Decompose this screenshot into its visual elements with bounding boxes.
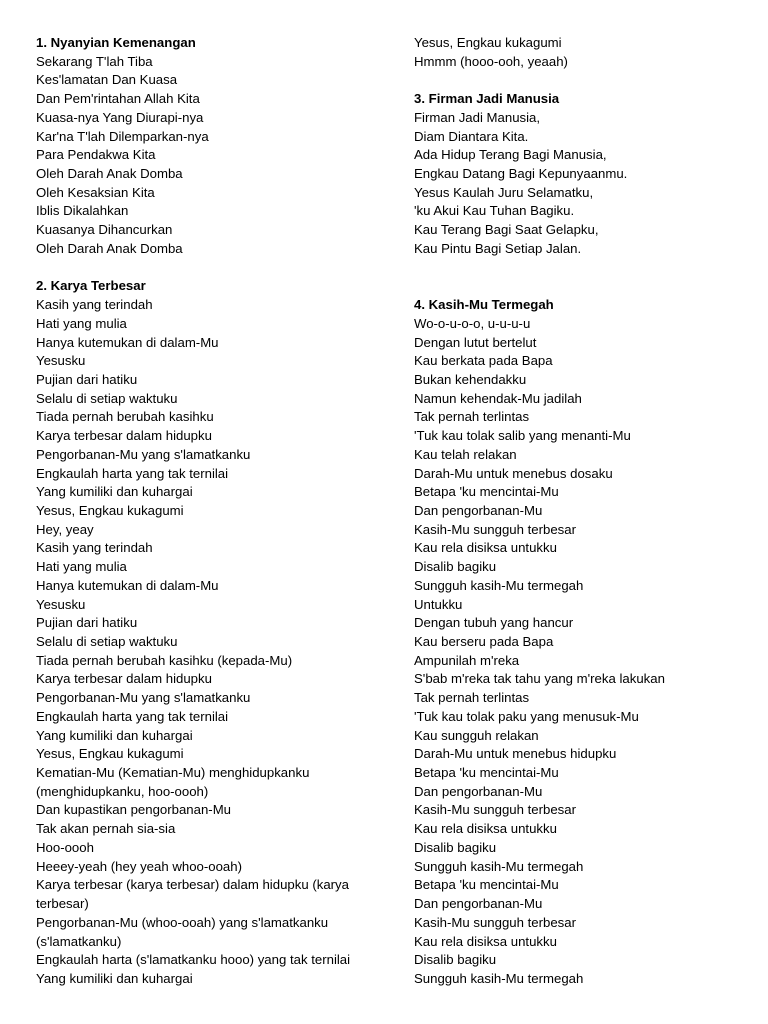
song-spacer xyxy=(414,71,754,90)
lyric-line: Kau rela disiksa untukku xyxy=(414,933,557,949)
lyric-line: Sekarang T'lah Tiba xyxy=(36,53,153,69)
lyric-line: Karya terbesar dalam hidupku xyxy=(36,428,212,444)
lyric-line: Yesus, Engkau kukagumi xyxy=(414,35,562,50)
lyric-line: Engkau Datang Bagi Kepunyaanmu. xyxy=(414,166,628,182)
lyric-line: Kau Terang Bagi Saat Gelapku, xyxy=(414,222,599,238)
lyric-line: Para Pendakwa Kita xyxy=(36,147,156,163)
lyric-line: Hanya kutemukan di dalam-Mu xyxy=(36,577,219,593)
lyric-line: Kasih-Mu sungguh terbesar xyxy=(414,914,577,930)
lyric-line: Hey, yeay xyxy=(36,521,94,537)
lyric-line: Kematian-Mu (Kematian-Mu) menghidupkanku (menghidupkanku, hoo-oooh) xyxy=(36,765,310,799)
lyric-line: Tak akan pernah sia-sia xyxy=(36,821,176,837)
lyric-line: 'ku Akui Kau Tuhan Bagiku. xyxy=(414,203,575,219)
lyric-line: Yang kumiliki dan kuhargai xyxy=(36,970,193,986)
lyric-line: Kau rela disiksa untukku xyxy=(414,821,557,837)
lyric-line: Wo-o-u-o-o, u-u-u-u xyxy=(414,315,531,331)
lyric-line: Firman Jadi Manusia, xyxy=(414,109,541,125)
lyric-line: Kes'lamatan Dan Kuasa xyxy=(36,72,178,88)
lyric-line: Ada Hidup Terang Bagi Manusia, xyxy=(414,147,607,163)
lyric-line: Pengorbanan-Mu (whoo-ooah) yang s'lamatkanku (s'lamatkanku) xyxy=(36,914,329,949)
lyric-line: Oleh Darah Anak Domba xyxy=(36,166,183,182)
left-column xyxy=(36,34,396,989)
right-column xyxy=(414,34,754,989)
lyric-line: Darah-Mu untuk menebus hidupku xyxy=(414,746,617,762)
lyric-line: Heeey-yeah (hey yeah whoo-ooah) xyxy=(36,858,242,874)
song-title: 3. Firman Jadi Manusia xyxy=(414,91,560,107)
lyric-line: Yesus, Engkau kukagumi xyxy=(36,502,184,518)
lyric-line: Dan pengorbanan-Mu xyxy=(414,502,543,518)
lyric-line: Yesus Kaulah Juru Selamatku, xyxy=(414,184,594,200)
lyric-line: Kau telah relakan xyxy=(414,446,517,462)
lyric-line: Tak pernah terlintas xyxy=(414,409,530,425)
lyric-line: Pengorbanan-Mu yang s'lamatkanku xyxy=(36,690,251,706)
lyric-line: 'Tuk kau tolak paku yang menusuk-Mu xyxy=(414,708,639,724)
lyric-line: Tiada pernah berubah kasihku xyxy=(36,409,214,425)
lyric-line: Selalu di setiap waktuku xyxy=(36,390,178,406)
lyric-line: Dan kupastikan pengorbanan-Mu xyxy=(36,802,232,818)
lyric-line: Karya terbesar (karya terbesar) dalam hidupku (karya terbesar) xyxy=(36,877,349,912)
lyric-line: Disalib bagiku xyxy=(414,952,497,968)
lyric-line: Engkaulah harta yang tak ternilai xyxy=(36,465,229,481)
lyric-line: Hoo-oooh xyxy=(36,839,94,855)
lyric-line: Namun kehendak-Mu jadilah xyxy=(414,390,582,406)
lyric-line: Betapa 'ku mencintai-Mu xyxy=(414,765,559,781)
song-title: 4. Kasih-Mu Termegah xyxy=(414,297,554,313)
lyric-line: Kuasanya Dihancurkan xyxy=(36,222,173,238)
lyric-line: Hmmm (hooo-ooh, yeaah) xyxy=(414,53,568,69)
lyric-line: Selalu di setiap waktuku xyxy=(36,634,178,649)
lyric-line: Kasih yang terindah xyxy=(36,297,153,313)
lyric-line: Sungguh kasih-Mu termegah xyxy=(414,577,584,593)
lyric-line: Pengorbanan-Mu yang s'lamatkanku xyxy=(36,446,251,462)
lyric-line: Yesusku xyxy=(36,596,86,612)
lyric-line: Hanya kutemukan di dalam-Mu xyxy=(36,334,219,350)
lyric-line: Untukku xyxy=(414,596,463,612)
song-spacer xyxy=(414,259,754,296)
lyric-line: Kau berkata pada Bapa xyxy=(414,353,553,369)
lyric-line: Kau rela disiksa untukku xyxy=(414,540,557,556)
lyric-line: Oleh Darah Anak Domba xyxy=(36,240,183,256)
song-4 xyxy=(414,296,754,989)
lyric-line: Dan pengorbanan-Mu xyxy=(414,783,543,799)
lyric-line: Tak pernah terlintas xyxy=(414,690,530,706)
lyric-line: Kar'na T'lah Dilemparkan-nya xyxy=(36,128,209,144)
lyric-line: Kasih-Mu sungguh terbesar xyxy=(414,802,577,818)
lyric-line: Yesusku xyxy=(36,353,86,369)
lyric-line: Oleh Kesaksian Kita xyxy=(36,184,155,200)
lyric-line: Betapa 'ku mencintai-Mu xyxy=(414,877,559,893)
lyric-line: Kau Pintu Bagi Setiap Jalan. xyxy=(414,240,582,256)
lyric-line: Darah-Mu untuk menebus dosaku xyxy=(414,465,613,481)
lyric-line: Disalib bagiku xyxy=(414,839,497,855)
lyric-line: Kuasa-nya Yang Diurapi-nya xyxy=(36,109,204,125)
lyric-line: Bukan kehendakku xyxy=(414,371,527,387)
lyric-line: Dengan lutut bertelut xyxy=(414,334,537,350)
lyric-line: Pujian dari hatiku xyxy=(36,615,138,631)
lyric-line: 'Tuk kau tolak salib yang menanti-Mu xyxy=(414,428,631,444)
lyric-line: Hati yang mulia xyxy=(36,559,127,575)
lyric-line: Kasih yang terindah xyxy=(36,540,153,556)
lyric-line: Kau sungguh relakan xyxy=(414,727,539,743)
lyric-line: Tiada pernah berubah kasihku (kepada-Mu) xyxy=(36,652,293,668)
lyric-line: Disalib bagiku xyxy=(414,559,497,575)
song-title: 2. Karya Terbesar xyxy=(36,278,146,294)
lyric-line: Engkaulah harta yang tak ternilai xyxy=(36,708,229,724)
lyric-line: Hati yang mulia xyxy=(36,315,127,331)
lyric-line: Engkaulah harta (s'lamatkanku hooo) yang tak ternilai xyxy=(36,952,351,968)
lyric-line: Sungguh kasih-Mu termegah xyxy=(414,970,584,986)
lyric-line: Betapa 'ku mencintai-Mu xyxy=(414,484,559,500)
lyric-line: Dengan tubuh yang hancur xyxy=(414,615,574,631)
song-title: 1. Nyanyian Kemenangan xyxy=(36,35,196,50)
lyric-line: Yesus, Engkau kukagumi xyxy=(36,746,184,762)
lyric-line: Yang kumiliki dan kuhargai xyxy=(36,727,193,743)
lyric-line: Kasih-Mu sungguh terbesar xyxy=(414,521,577,537)
lyric-line: Dan Pem'rintahan Allah Kita xyxy=(36,91,200,107)
lyric-line: Sungguh kasih-Mu termegah xyxy=(414,858,584,874)
song-spacer xyxy=(36,259,396,278)
song-2-continued xyxy=(414,34,754,71)
lyric-line: Yang kumiliki dan kuhargai xyxy=(36,484,193,500)
lyric-line: Diam Diantara Kita. xyxy=(414,128,529,144)
lyric-line: Karya terbesar dalam hidupku xyxy=(36,671,212,687)
lyric-line: Iblis Dikalahkan xyxy=(36,203,129,219)
lyric-line: Ampunilah m'reka xyxy=(414,652,520,668)
lyric-line: Pujian dari hatiku xyxy=(36,371,138,387)
lyric-line: Dan pengorbanan-Mu xyxy=(414,896,543,912)
song-2 xyxy=(36,277,396,988)
song-3 xyxy=(414,90,754,258)
lyric-line: Kau berseru pada Bapa xyxy=(414,634,554,649)
song-1 xyxy=(36,34,396,259)
lyric-line: S'bab m'reka tak tahu yang m'reka lakukan xyxy=(414,671,665,687)
